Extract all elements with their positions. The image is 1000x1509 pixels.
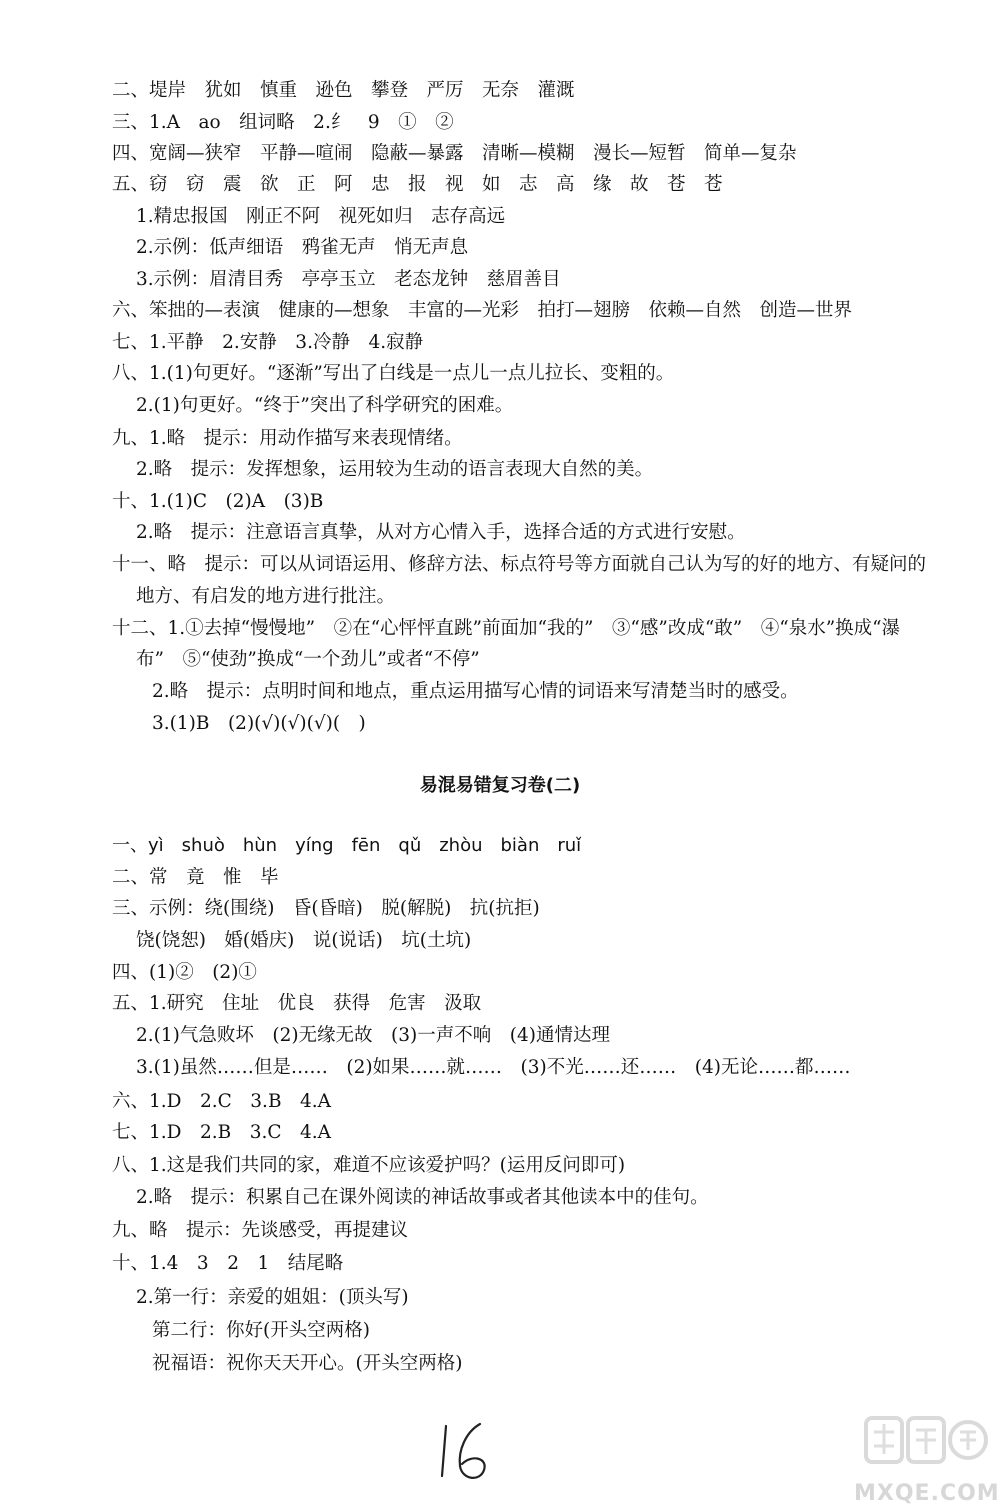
answer-line-s2-9: 九、略 提示：先谈感受，再提建议 [112,1220,409,1241]
answer-line-8-2: 2.(1)句更好。“终于”突出了科学研究的困难。 [136,395,514,416]
answer-line-6: 六、笨拙的—表演 健康的—想象 丰富的—光彩 拍打—翅膀 依赖—自然 创造—世界 [112,300,853,321]
answer-line-12-1-cont: 布” ⑤“使劲”换成“一个劲儿”或者“不停” [136,649,480,670]
answer-line-s2-7: 七、1.D 2.B 3.C 4.A [112,1122,332,1143]
answer-line-s2-10-3: 第二行：你好(开头空两格) [152,1320,370,1341]
watermark-logo [864,1410,988,1468]
answer-line-2: 二、堤岸 犹如 慎重 逊色 攀登 严厉 无奈 灌溉 [112,80,575,101]
answer-line-10-1: 十、1.(1)C (2)A (3)B [112,491,324,512]
answer-line-8-1: 八、1.(1)句更好。“逐渐”写出了白线是一点儿一点儿拉长、变粗的。 [112,363,675,384]
answer-line-s2-8-1: 八、1.这是我们共同的家，难道不应该爱护吗？(运用反问即可) [112,1155,626,1176]
answer-line-s2-3: 三、示例：绕(围绕) 昏(昏暗) 脱(解脱) 抗(抗拒) [112,898,540,919]
answer-line-5-3: 3.示例：眉清目秀 亭亭玉立 老态龙钟 慈眉善目 [136,269,561,290]
answer-line-s2-5-1: 五、1.研究 住址 优良 获得 危害 汲取 [112,993,482,1014]
answer-line-9-1: 九、1.略 提示：用动作描写来表现情绪。 [112,428,463,449]
answer-line-12-2: 2.略 提示：点明时间和地点，重点运用描写心情的词语来写清楚当时的感受。 [152,681,799,702]
answer-line-12-3: 3.(1)B (2)(√)(√)(√)( ) [152,713,366,734]
answer-line-11: 十一、略 提示：可以从词语运用、修辞方法、标点符号等方面就自己认为写的好的地方、有疑问的 [112,554,927,575]
answer-line-7: 七、1.平静 2.安静 3.冷静 4.寂静 [112,332,424,353]
watermark [854,1408,1000,1506]
answer-line-s2-4: 四、(1)② (2)① [112,962,257,983]
answer-line-s2-10-1: 十、1.4 3 2 1 结尾略 [112,1253,344,1274]
answer-line-5-1: 1.精忠报国 刚正不阿 视死如归 志存高远 [136,206,506,227]
handwritten-page-number [436,1418,496,1488]
answer-line-4: 四、宽阔—狭窄 平静—喧闹 隐蔽—暴露 清晰—模糊 漫长—短暂 简单—复杂 [112,143,797,164]
watermark-url: MXQE.COM [854,1481,1000,1506]
answer-line-s2-1: 一、yì shuò hùn yíng fēn qǔ zhòu biàn ruǐ [112,835,582,856]
answer-line-5: 五、窃 窃 震 欲 正 阿 忠 报 视 如 志 高 缘 故 苍 苍 [112,174,723,195]
answer-line-s2-2: 二、常 竟 惟 毕 [112,867,279,888]
answer-line-s2-6: 六、1.D 2.C 3.B 4.A [112,1091,332,1112]
answer-line-s2-10-4: 祝福语：祝你天天开心。(开头空两格) [152,1353,463,1374]
answer-line-10-2: 2.略 提示：注意语言真挚，从对方心情入手，选择合适的方式进行安慰。 [136,522,746,543]
answer-line-9-2: 2.略 提示：发挥想象，运用较为生动的语言表现大自然的美。 [136,459,654,480]
answer-line-s2-5-2: 2.(1)气急败坏 (2)无缘无故 (3)一声不响 (4)通情达理 [136,1025,610,1046]
answer-line-s2-8-2: 2.略 提示：积累自己在课外阅读的神话故事或者其他读本中的佳句。 [136,1187,709,1208]
answer-line-s2-10-2: 2.第一行：亲爱的姐姐：(顶头写) [136,1287,409,1308]
section-title: 易混易错复习卷(二) [419,775,581,796]
answer-line-12-1: 十二、1.①去掉“慢慢地” ②在“心怦怦直跳”前面加“我的” ③“感”改成“敢” ④“泉水”换成“瀑 [112,618,901,639]
answer-line-11-cont: 地方、有启发的地方进行批注。 [136,586,396,607]
answer-line-5-2: 2.示例：低声细语 鸦雀无声 悄无声息 [136,237,469,258]
answer-line-3: 三、1.A ao 组词略 2.纟 9 ① ② [112,112,454,133]
answer-line-s2-5-3: 3.(1)虽然……但是…… (2)如果……就…… (3)不光……还…… (4)无论……都…… [136,1057,851,1078]
answer-line-s2-3-cont: 饶(饶恕) 婚(婚庆) 说(说话) 坑(土坑) [136,930,472,951]
